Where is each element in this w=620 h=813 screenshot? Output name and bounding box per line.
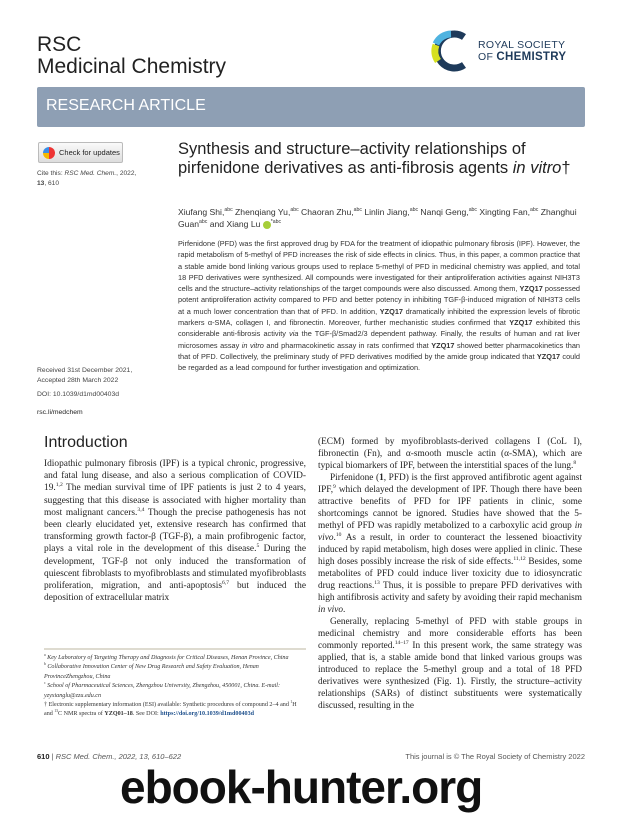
paragraph [318, 436, 582, 472]
superscript: 5 [256, 543, 260, 550]
footer-copyright: This journal is © The Royal Society of Chemistry 2022 [405, 752, 585, 761]
text-segment: exhibited this considerable anti-fibrosis activity [178, 318, 580, 339]
superscript: 3,4 [137, 506, 145, 513]
text-segment: Xingting Fan, [477, 207, 531, 217]
text-segment: 1 [379, 473, 384, 483]
text-segment: . See DOI: [132, 711, 161, 718]
footnote-divider [44, 648, 306, 650]
superscript: 1 [290, 700, 293, 704]
check-for-updates-button[interactable] [38, 142, 123, 163]
text-segment: In this present work, the same strategy was applied, that is, a stable amide bond that linked various groups was introduced to replace the 5-methyl group and a total of 18 PFD derivatives were synthesized (Fig. 1). Firstly, the structure–activity relationships (SARs) of distinct substituents were systematically discussed, resulting in the [318, 641, 582, 711]
text-segment: Collaborative Innovation Center of New Drug Research and Safety Evaluation, Henan ProvinceZhengzhou, China [44, 664, 259, 680]
logo-line2-bold: CHEMISTRY [496, 51, 567, 63]
superscript: 14–17 [394, 639, 409, 646]
text-segment: showed better pharmacokinetics than that of PFD. Collectively, the preliminary study of PFD derivatives modified by the amide group indicated that [178, 340, 580, 361]
orcid-icon[interactable] [263, 221, 271, 229]
text-segment: Key Laboratory of Targeting Therapy and Diagnosis for Critical Diseases, Henan Province, China [45, 655, 289, 661]
title-main: Synthesis and structure–activity relationships of pirfenidone derivatives as anti-fibrosis agents [178, 140, 526, 177]
received-date: Received 31st December 2021, [37, 367, 133, 374]
text-segment: Besides, some metabolites of PFD could induce liver toxicity due to idiosyncratic drug reactions. [318, 557, 582, 591]
superscript: 13 [374, 579, 380, 586]
text-segment: Pirfenidone (PFD) was the first approved drug by FDA for the treatment of idiopathic pulmonary fibrosis (IPF). However, the rapid metabolism of 5-methyl of PFD increases the risk of side effects in clinics. Thus, in this paper, a common practice that a stable amide bond linking various groups used to replace 5-methyl of PFD in medicinal chemistry was applied, and total 18 PFD derivatives were synthesized. All compounds were investigated for their antiproliferation activities against NIH3T3 cells and the structure–activity relationships of the target compounds were also discussed. Among them, [178, 239, 580, 294]
text-segment: YZQ17 [509, 318, 533, 328]
journal-link[interactable]: rsc.li/medchem [37, 409, 83, 416]
text-segment: Xiufang Shi, [178, 207, 225, 217]
text-segment: Though the precise pathogenesis has not been clearly elucidated yet, extensive research has confirmed that transforming growth factor-β (TGF-β), a main profibrogenic factor, plays a vital role in the development of this disease. [44, 507, 307, 555]
logo-line2-prefix: OF [478, 51, 497, 63]
text-segment: Nanqi Geng, [418, 207, 469, 217]
text-segment: Zhenqiang Yu, [232, 207, 291, 217]
paragraph [318, 472, 582, 616]
superscript: abc [290, 207, 299, 214]
text-segment: . [343, 605, 346, 615]
cite-page: , 610 [44, 180, 60, 187]
superscript: abc [199, 219, 208, 226]
superscript: 1,2 [55, 482, 63, 489]
superscript: c [44, 681, 46, 686]
superscript: b [44, 662, 46, 667]
superscript: abc [468, 207, 478, 214]
paragraph [44, 458, 306, 604]
doi-link[interactable]: DOI: 10.1039/d1md00403d [37, 391, 120, 398]
page-number: 610 [37, 752, 50, 761]
superscript: abc [224, 207, 233, 214]
text-segment: could be regarded as a lead compound for further investigation and optimization. [178, 351, 580, 373]
journal-name-line1: RSC [37, 33, 82, 56]
text-segment: via [289, 329, 299, 339]
journal-name [37, 34, 226, 78]
superscript: 13 [54, 709, 58, 714]
body-column-left [44, 458, 306, 604]
superscript: abc [353, 207, 362, 214]
article-dates [37, 366, 167, 386]
text-segment: YZQ01–18 [104, 711, 133, 718]
text-segment: . [333, 533, 336, 543]
superscript: abc [409, 207, 419, 214]
text-segment: As a result, in order to counteract the lessened bioactivity induced by rapid metabolism, high doses were applied in clinic. These high doses possibly increase the risk of side effects. [318, 533, 582, 567]
text-segment: H and [44, 702, 297, 718]
text-segment: C NMR spectra of [57, 711, 105, 718]
footnote-esi [44, 701, 306, 720]
logo-line1: ROYAL SOCIETY [478, 39, 566, 51]
cite-journal: RSC Med. Chem. [64, 170, 117, 177]
article-title [178, 140, 578, 178]
footnote-affiliation-c [44, 682, 306, 701]
text-segment: (ECM) formed by myofibroblasts-derived collagens I (CoL I), fibronectin (Fn), and α-smooth muscle actin (α-SMA), which are typical biomarkers of IPF, between the interstitial spaces of the lung. [318, 437, 582, 471]
text-segment: The median survival time of IPF patients is just 2 to 4 years, suggesting that this disease is associated with higher mortality than most malignant cancers. [44, 483, 306, 518]
text-segment: YZQ17 [536, 351, 561, 361]
text-segment: possessed potent antiproliferation activity compared to PFD and better potency in inhibiting TGF-β-induced migration of NIH3T3 cells at a much lower concentration than that of PFD. In addition, [178, 284, 581, 316]
superscript: 10 [335, 531, 342, 538]
page-footer: 610 | RSC Med. Chem., 2022, 13, 610–622 This journal is © The Royal Society of Chemistry 2022 [37, 752, 585, 761]
superscript: 6,7 [221, 579, 230, 586]
text-segment: YZQ17 [519, 284, 543, 294]
doi-link[interactable]: https://doi.org/10.1039/d1md00403d [160, 711, 255, 718]
rsc-logo [428, 26, 588, 76]
text-segment: which delayed the development of IPF. Though there have been attractive benefits of PFD for IPF patients in clinic, some shortcomings cannot be ignored. Studies have showed that the 5-methyl of PFD was rapidly metabolized to a carboxylic acid group [318, 485, 582, 531]
text-segment: Generally, replacing 5-methyl of PFD with stable groups in medicinal chemistry and more considerable efforts has been commonly reported. [318, 617, 582, 651]
text-segment: Thus, it is possible to prepare PFD derivatives with high antifibrosis activity and safety by avoiding their rapid mechanism [318, 581, 582, 603]
citation [37, 169, 147, 189]
text-segment: dramatically inhibited the expression levels of fibrotic markers α-SMA, collagen I, and fibronectin. Moreover, further mechanistic studies confirmed that [178, 306, 580, 328]
text-segment: School of Pharmaceutical Sciences, Zhengzhou University, Zhengzhou, 450001, China. E-mail: yzyxianglu@zzu.edu.cn [44, 683, 281, 699]
superscript: 8 [573, 459, 577, 466]
text-segment: and pharmacokinetic assay in rats confirmed that [263, 340, 432, 350]
footer-journal: RSC Med. Chem., 2022, 13, 610–622 [55, 752, 182, 761]
text-segment: YZQ17 [379, 306, 403, 316]
footnote-affiliation-b [44, 663, 306, 682]
journal-name-line2: Medicinal Chemistry [37, 55, 227, 78]
text-segment: Idiopathic pulmonary fibrosis (IPF) is a typical chronic, progressive, and fatal lung disease, and also a serious complication of COVID-19. [44, 459, 306, 494]
author-list [178, 206, 578, 230]
superscript: 11,12 [513, 555, 526, 562]
text-segment: Chaoran Zhu, [298, 207, 354, 217]
superscript: *abc [270, 219, 282, 226]
superscript: a [44, 652, 46, 657]
footnote-affiliation-a [44, 654, 306, 663]
crossmark-icon [43, 147, 55, 159]
title-italic: in vitro [512, 159, 562, 177]
text-segment: YZQ17 [431, 340, 455, 350]
cite-volume: 13 [37, 180, 45, 187]
section-heading-introduction: Introduction [44, 434, 128, 451]
text-segment: in vitro [241, 340, 264, 350]
cite-year: , 2022, [116, 170, 137, 177]
rsc-logo-icon [428, 28, 474, 74]
text-segment: and Xiang Lu [207, 219, 263, 229]
text-segment: in vivo [318, 521, 582, 543]
text-segment: in vivo [318, 605, 344, 615]
text-segment: † Electronic supplementary information (ESI) available: Synthetic procedures of compound 2–4 and [44, 702, 291, 709]
superscript: 9 [333, 483, 336, 490]
text-segment: the TGF-β/Smad2/3 dependent pathway. Finally, the results of human and rat liver microsomes assay [178, 329, 580, 350]
title-dagger: † [561, 159, 571, 177]
article-type-banner: RESEARCH ARTICLE [37, 87, 585, 127]
accepted-date: Accepted 28th March 2022 [37, 377, 119, 384]
text-segment: Zhanghui Guan [178, 207, 577, 229]
text-segment: Linlin Jiang, [361, 207, 410, 217]
text-segment: Pirfenidone ( [330, 473, 380, 483]
paragraph [318, 616, 582, 712]
text-segment: During the development, TGF-β not only induced the transformation of quiescent fibroblasts to myofibroblasts and stimulated myofibroblasts proliferation, migration, and anti-apoptosis [44, 544, 306, 592]
cite-label: Cite this: [37, 170, 65, 177]
footnotes [44, 654, 306, 720]
body-column-right [318, 436, 582, 712]
superscript: abc [530, 207, 539, 214]
text-segment: , PFD) is the first approved antifibrotic agent against IPF, [318, 473, 583, 495]
abstract [178, 238, 580, 374]
watermark: ebook-hunter.org [120, 761, 483, 813]
check-for-updates-label: Check for updates [59, 148, 120, 157]
text-segment: but induced the deposition of extracellular matrix [44, 581, 306, 604]
